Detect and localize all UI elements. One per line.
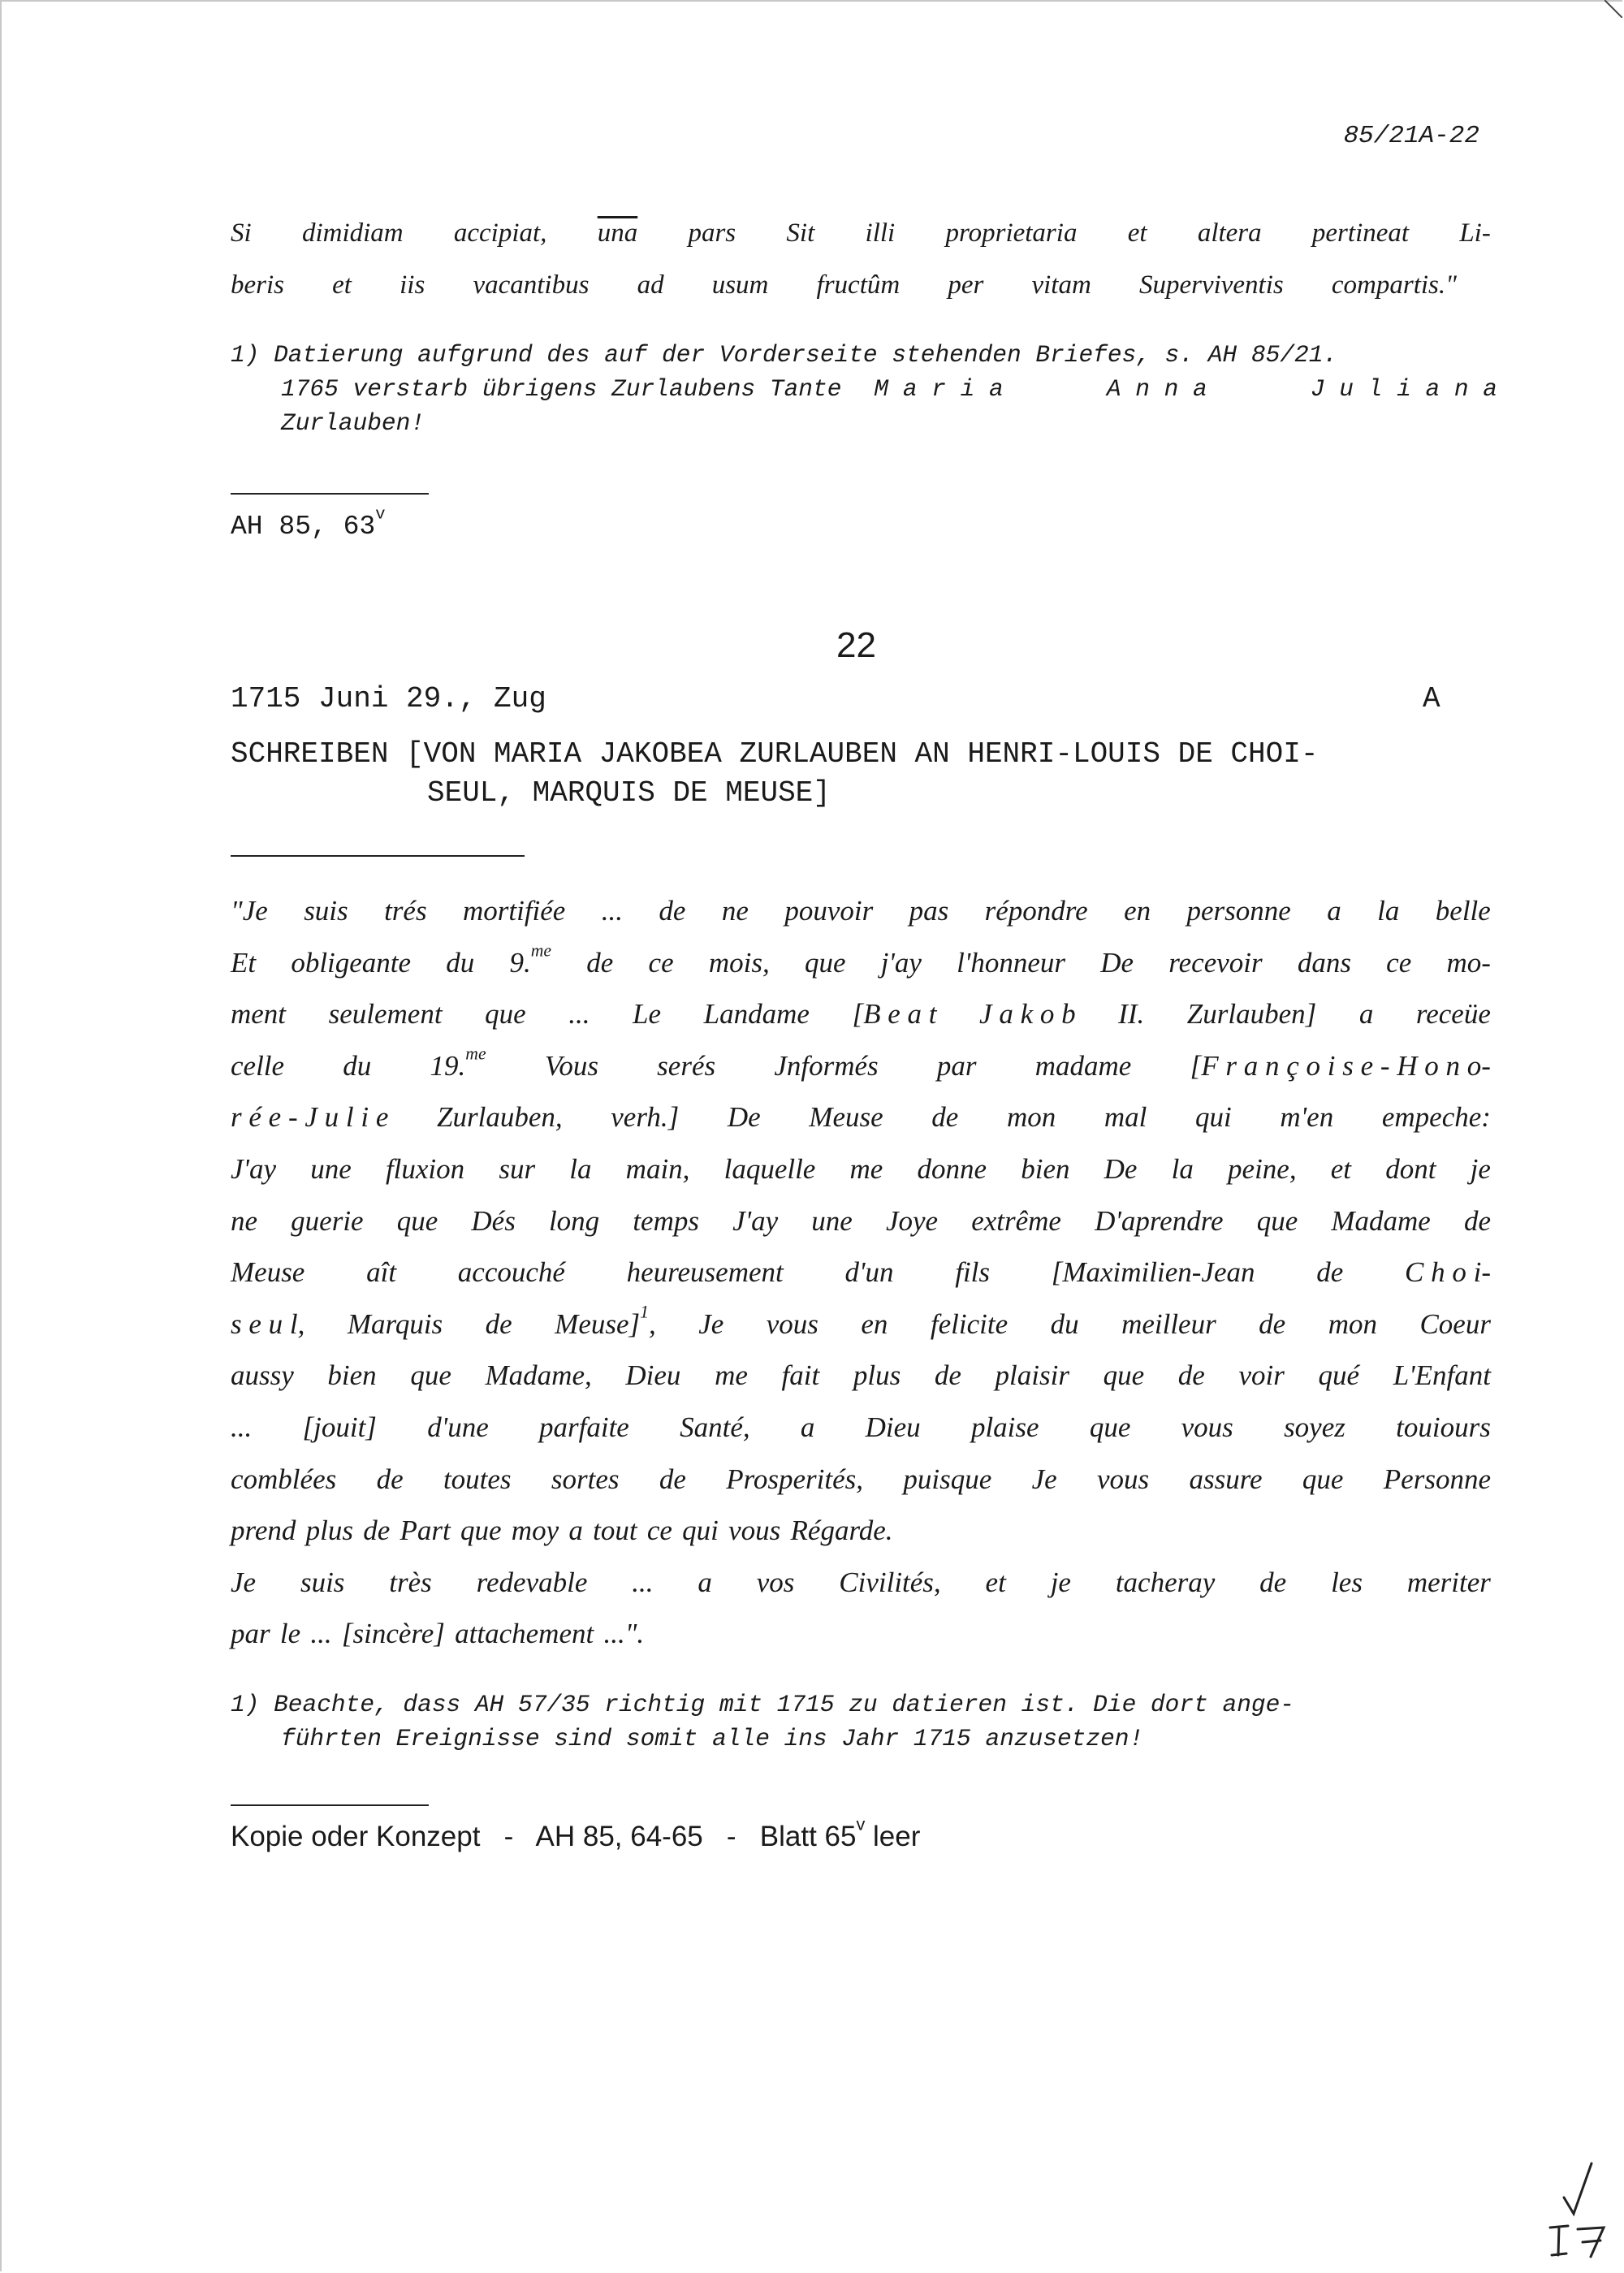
letter-word: comblées xyxy=(231,1463,337,1495)
source-reference-text: Kopie oder Konzept - AH 85, 64-65 - Blatt 65 xyxy=(231,1821,857,1852)
letter-word: C h o i- xyxy=(1405,1256,1491,1289)
letter-word: personne xyxy=(1186,895,1291,927)
letter-word: belle xyxy=(1435,895,1491,927)
letter-word: aussy xyxy=(231,1359,294,1392)
letter-word: une xyxy=(310,1152,352,1185)
letter-word: dont xyxy=(1385,1152,1436,1185)
letter-word: mortifiée xyxy=(462,895,566,927)
letter-word: de xyxy=(1259,1307,1286,1340)
letter-word: ... xyxy=(231,1411,253,1443)
letter-word: je xyxy=(1050,1566,1071,1598)
letter-line xyxy=(231,1040,1491,1092)
letter-word: touiours xyxy=(1396,1411,1491,1443)
letter-word: suis xyxy=(304,895,348,927)
letter-word: les xyxy=(1331,1566,1363,1598)
letter-word: Zurlauben, xyxy=(437,1101,563,1134)
letter-word: Marquis xyxy=(347,1307,443,1340)
letter-line xyxy=(231,1505,1491,1557)
letter-word: ne xyxy=(231,1204,258,1237)
letter-word: felicite xyxy=(930,1307,1009,1340)
letter-word: que xyxy=(396,1204,438,1237)
letter-word: que xyxy=(1256,1204,1298,1237)
letter-word: ...". xyxy=(603,1618,645,1650)
letter-word: pas xyxy=(909,895,949,927)
quote-word: illi xyxy=(865,218,896,248)
footnote-line: führten Ereignisse sind somit alle ins Jahr 1715 anzusetzen! xyxy=(281,1725,1144,1752)
letter-word: que xyxy=(485,998,526,1031)
letter-word: qui xyxy=(682,1515,719,1547)
letter-word: peine, xyxy=(1228,1152,1297,1185)
separator-rule xyxy=(231,1804,429,1806)
letter-word: de xyxy=(1463,1204,1491,1237)
letter-word: mon xyxy=(1006,1101,1056,1134)
letter-word: redevable xyxy=(476,1566,588,1598)
letter-word: serés xyxy=(657,1049,716,1082)
letter-word: vous xyxy=(1097,1463,1150,1495)
page-corner-fold xyxy=(1605,0,1622,18)
quote-word: iis xyxy=(400,270,425,300)
letter-word: trés xyxy=(384,895,427,927)
footnote-2 xyxy=(231,1687,1497,1756)
letter-word: Madame xyxy=(1331,1204,1431,1237)
footnote-line: Zurlauben! xyxy=(281,409,425,437)
letter-word: D'aprendre xyxy=(1095,1204,1224,1237)
letter-word: extrême xyxy=(971,1204,1061,1237)
quote-word: et xyxy=(1127,218,1147,248)
letter-word: plus xyxy=(305,1515,353,1547)
letter-word: bien xyxy=(1021,1152,1070,1185)
letter-word: je xyxy=(1470,1152,1491,1185)
quote-word: fructûm xyxy=(816,270,901,300)
letter-word: Dieu xyxy=(625,1359,681,1392)
letter-word: de xyxy=(659,1463,686,1495)
letter-word: a xyxy=(800,1411,815,1443)
document-date: 1715 Juni 29., Zug xyxy=(231,682,546,715)
footnote-line: 1) Datierung aufgrund des auf der Vorderseite stehenden Briefes, s. AH 85/21. xyxy=(231,341,1338,369)
letter-word: ce xyxy=(1386,946,1412,979)
letter-word: vous xyxy=(766,1307,818,1340)
letter-word: Régarde. xyxy=(790,1515,893,1547)
letter-word: laquelle xyxy=(723,1152,816,1185)
handwritten-page-number xyxy=(1547,2221,1612,2262)
letter-word: L'Enfant xyxy=(1393,1359,1491,1392)
letter-text xyxy=(231,885,1491,1660)
footnote-line xyxy=(231,372,1497,406)
letter-word: j'ay xyxy=(880,946,922,979)
letter-word: r é e - J u l i e xyxy=(231,1101,389,1134)
footnote-text: 1765 verstarb übrigens Zurlaubens Tante xyxy=(281,375,842,403)
letter-word: du xyxy=(446,946,475,979)
letter-word: vos xyxy=(756,1566,795,1598)
letter-word: une xyxy=(811,1204,853,1237)
letter-word: Le xyxy=(633,998,662,1031)
source-reference-sup: v xyxy=(856,1813,866,1834)
letter-word: aît xyxy=(366,1256,397,1289)
letter-word: tacheray xyxy=(1115,1566,1216,1598)
quote-word: pars xyxy=(688,218,736,248)
letter-word: Part xyxy=(400,1515,451,1547)
quote-word: Sit xyxy=(786,218,815,248)
letter-word: Coeur xyxy=(1419,1307,1491,1340)
quote-word: ad xyxy=(637,270,664,300)
letter-word: Meuse xyxy=(809,1101,883,1134)
letter-word: fait xyxy=(781,1359,820,1392)
letter-line xyxy=(231,1402,1491,1454)
letter-word: par xyxy=(231,1618,270,1650)
letter-word: puisque xyxy=(903,1463,992,1495)
letter-line xyxy=(231,1350,1491,1402)
letter-word: plaisir xyxy=(995,1359,1069,1392)
letter-word: de xyxy=(376,1463,404,1495)
letter-word: du xyxy=(1050,1307,1079,1340)
quote-line xyxy=(231,259,1457,311)
quote-word: compartis." xyxy=(1331,270,1457,300)
quote-word: vacantibus xyxy=(473,270,590,300)
letter-word: voir xyxy=(1238,1359,1285,1392)
quote-word: Li- xyxy=(1459,218,1491,248)
quote-word: beris xyxy=(231,270,284,300)
letter-line xyxy=(231,1299,1491,1350)
letter-word: Dés xyxy=(471,1204,516,1237)
letter-word: sortes xyxy=(551,1463,620,1495)
letter-word: parfaite xyxy=(539,1411,629,1443)
letter-word: que xyxy=(460,1515,502,1547)
letter-word: ... xyxy=(568,998,590,1031)
letter-word: que xyxy=(804,946,846,979)
quote-word: proprietaria xyxy=(945,218,1078,248)
letter-word: Dieu xyxy=(865,1411,921,1443)
letter-word: très xyxy=(389,1566,432,1598)
letter-word: [F r a n ç o i s e - H o n o- xyxy=(1190,1049,1491,1082)
letter-line xyxy=(231,1454,1491,1506)
footnote-1 xyxy=(231,338,1497,440)
source-reference-sup: v xyxy=(375,505,386,525)
letter-word: de xyxy=(485,1307,512,1340)
letter-word: De xyxy=(1100,946,1134,979)
letter-word: ... xyxy=(601,895,623,927)
letter-word: Vous xyxy=(544,1049,598,1082)
letter-word: obligeante xyxy=(291,946,412,979)
letter-word: en xyxy=(861,1307,888,1340)
letter-word: le xyxy=(279,1618,301,1650)
letter-word: que xyxy=(1302,1463,1344,1495)
letter-word: empeche: xyxy=(1381,1101,1491,1134)
letter-word: sur xyxy=(499,1152,536,1185)
letter-word: [jouit] xyxy=(302,1411,377,1443)
letter-word: 19.$^{me}$ xyxy=(430,1044,486,1082)
letter-word: ... xyxy=(310,1618,332,1650)
letter-word: Je xyxy=(698,1307,724,1340)
letter-word: Landame xyxy=(703,998,810,1031)
letter-word: dans xyxy=(1297,946,1351,979)
letter-word: bien xyxy=(327,1359,377,1392)
letter-word: verh.] xyxy=(611,1101,680,1134)
letter-word: a xyxy=(698,1566,712,1598)
letter-word: Personne xyxy=(1383,1463,1491,1495)
letter-word: la xyxy=(1171,1152,1194,1185)
letter-word: donne xyxy=(917,1152,987,1185)
letter-word: l'honneur xyxy=(957,946,1066,979)
quote-word: dimidiam xyxy=(301,218,404,248)
letter-word: receüe xyxy=(1415,998,1491,1031)
letter-word: de xyxy=(931,1101,959,1134)
letter-word: plus xyxy=(853,1359,901,1392)
letter-word: répondre xyxy=(984,895,1088,927)
letter-word: de xyxy=(586,946,614,979)
letter-word: celle xyxy=(231,1049,285,1082)
letter-word: De xyxy=(1104,1152,1138,1185)
letter-word: mon xyxy=(1328,1307,1377,1340)
letter-word: a xyxy=(568,1515,583,1547)
letter-word: Je xyxy=(1031,1463,1057,1495)
letter-line xyxy=(231,1143,1491,1195)
letter-word: Meuse]$^1$, xyxy=(555,1302,656,1340)
letter-word: de xyxy=(934,1359,961,1392)
letter-word: Prosperités, xyxy=(726,1463,864,1495)
source-reference-2 xyxy=(231,1813,921,1853)
letter-word: seulement xyxy=(328,998,443,1031)
letter-line xyxy=(231,885,1491,937)
letter-word: [Maximilien-Jean xyxy=(1051,1256,1255,1289)
quote-word: pertineat xyxy=(1311,218,1410,248)
letter-word: de xyxy=(1177,1359,1205,1392)
spaced-name-part: A n n a xyxy=(1106,375,1207,403)
letter-word: et xyxy=(985,1566,1006,1598)
quote-line xyxy=(231,207,1491,259)
letter-word: pouvoir xyxy=(784,895,874,927)
letter-word: de xyxy=(659,895,686,927)
letter-word: suis xyxy=(300,1566,345,1598)
letter-word: temps xyxy=(633,1204,699,1237)
letter-word: J'ay xyxy=(732,1204,779,1237)
letter-word: II. xyxy=(1118,998,1145,1031)
handwritten-check-mark xyxy=(1559,2160,1600,2225)
letter-word: guerie xyxy=(291,1204,364,1237)
letter-word: me xyxy=(715,1359,748,1392)
letter-word: mo- xyxy=(1446,946,1491,979)
letter-word: [sincère] xyxy=(341,1618,445,1650)
spaced-name-part: M a r i a xyxy=(874,375,1004,403)
quote-word: Superviventis xyxy=(1138,270,1284,300)
quote-word: $\overline{una}$ xyxy=(597,218,638,248)
letter-word: que xyxy=(1103,1359,1145,1392)
letter-word: attachement xyxy=(455,1618,594,1650)
letter-word: du xyxy=(343,1049,372,1082)
document-heading xyxy=(231,735,1318,813)
letter-word: "Je xyxy=(231,895,268,927)
letter-word: [B e a t xyxy=(852,998,937,1031)
letter-word: Et xyxy=(231,946,257,979)
letter-word: a xyxy=(1327,895,1341,927)
letter-line xyxy=(231,937,1491,989)
letter-word: Santé, xyxy=(680,1411,750,1443)
letter-word: en xyxy=(1124,895,1151,927)
letter-word: ne xyxy=(721,895,749,927)
letter-word: vous xyxy=(1181,1411,1233,1443)
letter-word: la xyxy=(569,1152,592,1185)
letter-word: accouché xyxy=(457,1256,565,1289)
letter-word: me xyxy=(849,1152,883,1185)
heading-line: SEUL, MARQUIS DE MEUSE] xyxy=(427,776,831,810)
letter-line xyxy=(231,1247,1491,1299)
letter-line xyxy=(231,1557,1491,1609)
heading-line: SCHREIBEN [VON MARIA JAKOBEA ZURLAUBEN AN HENRI-LOUIS DE CHOI- xyxy=(231,737,1319,771)
letter-word: soyez xyxy=(1284,1411,1345,1443)
letter-word: main, xyxy=(625,1152,690,1185)
letter-word: qué xyxy=(1318,1359,1360,1392)
quote-word: usum xyxy=(711,270,769,300)
letter-word: madame xyxy=(1034,1049,1132,1082)
letter-word: moy xyxy=(511,1515,559,1547)
letter-word: Madame, xyxy=(485,1359,592,1392)
letter-word: et xyxy=(1330,1152,1352,1185)
quote-word: per xyxy=(948,270,984,300)
quote-continuation xyxy=(231,207,1491,311)
letter-word: Joye xyxy=(885,1204,939,1237)
quote-word: vitam xyxy=(1031,270,1091,300)
letter-word: par xyxy=(936,1049,977,1082)
archive-reference: 85/21A-22 xyxy=(1343,122,1479,150)
letter-word: de xyxy=(1259,1566,1287,1598)
letter-word: fils xyxy=(955,1256,991,1289)
letter-word: recevoir xyxy=(1168,946,1263,979)
letter-word: Civilités, xyxy=(839,1566,941,1598)
letter-word: long xyxy=(548,1204,600,1237)
letter-word: assure xyxy=(1189,1463,1263,1495)
document-number: 22 xyxy=(836,625,876,665)
letter-word: d'un xyxy=(844,1256,894,1289)
letter-line xyxy=(231,1195,1491,1247)
letter-word: meriter xyxy=(1406,1566,1491,1598)
letter-word: meilleur xyxy=(1121,1307,1216,1340)
letter-word: mois, xyxy=(708,946,770,979)
footnote-line: 1) Beachte, dass AH 57/35 richtig mit 1715 zu datieren ist. Die dort ange- xyxy=(231,1691,1295,1718)
letter-word: que xyxy=(1089,1411,1131,1443)
letter-word: mal xyxy=(1104,1101,1147,1134)
letter-word: plaise xyxy=(970,1411,1039,1443)
quote-word: Si xyxy=(231,218,252,248)
letter-word: la xyxy=(1377,895,1400,927)
letter-line xyxy=(231,1091,1491,1143)
letter-word: d'une xyxy=(427,1411,489,1443)
letter-word: ce xyxy=(646,1515,672,1547)
letter-word: fluxion xyxy=(385,1152,465,1185)
letter-word: Zurlauben] xyxy=(1186,998,1317,1031)
letter-line xyxy=(231,1608,1491,1660)
spaced-name xyxy=(874,372,1497,406)
separator-rule xyxy=(231,855,525,857)
separator-rule xyxy=(231,493,429,495)
letter-word: m'en xyxy=(1280,1101,1334,1134)
quote-word: altera xyxy=(1197,218,1262,248)
letter-word: 9.$^{me}$ xyxy=(509,940,552,979)
letter-word: de xyxy=(363,1515,391,1547)
letter-word: a xyxy=(1358,998,1374,1031)
spaced-name-part: J u l i a n a xyxy=(1310,375,1497,403)
source-reference-text: AH 85, 63 xyxy=(231,512,376,542)
letter-word: De xyxy=(727,1101,761,1134)
letter-word: de xyxy=(1316,1256,1344,1289)
letter-word: Je xyxy=(231,1566,257,1598)
letter-word: qui xyxy=(1195,1101,1232,1134)
letter-word: tout xyxy=(593,1515,637,1547)
letter-word: ... xyxy=(632,1566,654,1598)
letter-word: J a k o b xyxy=(979,998,1076,1031)
letter-word: Meuse xyxy=(231,1256,305,1289)
letter-line xyxy=(231,988,1491,1040)
letter-word: ment xyxy=(231,998,287,1031)
document-classification: A xyxy=(1423,682,1440,715)
letter-word: s e u l, xyxy=(231,1307,305,1340)
letter-word: Jnformés xyxy=(774,1049,879,1082)
letter-word: vous xyxy=(728,1515,781,1547)
letter-word: toutes xyxy=(443,1463,512,1495)
letter-word: heureusement xyxy=(626,1256,784,1289)
letter-word: prend xyxy=(231,1515,296,1547)
letter-word: ce xyxy=(648,946,674,979)
quote-word: accipiat, xyxy=(453,218,547,248)
source-reference-suffix: leer xyxy=(865,1821,921,1852)
source-reference xyxy=(231,505,386,542)
letter-word: que xyxy=(410,1359,451,1392)
letter-word: J'ay xyxy=(231,1152,277,1185)
quote-word: et xyxy=(332,270,352,300)
